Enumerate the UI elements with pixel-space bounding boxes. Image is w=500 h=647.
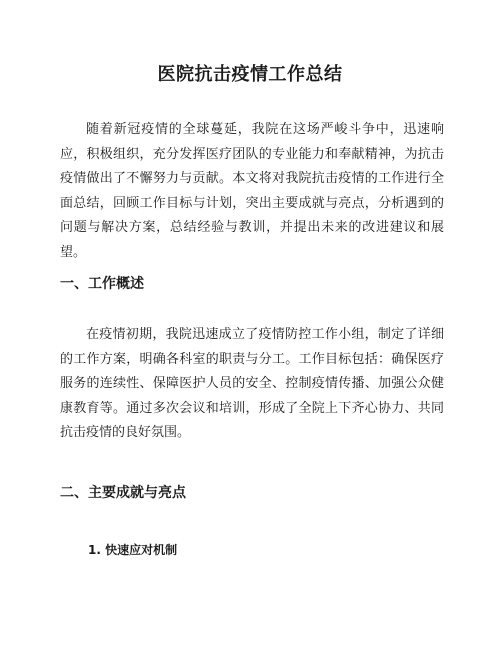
document-title: 医院抗击疫情工作总结 (157, 64, 343, 85)
intro-paragraph: 随着新冠疫情的全球蔓延，我院在这场严峻斗争中，迅速响应，积极组织，充分发挥医疗团队的专业能力和奉献精神，为抗击疫情做出了不懈努力与贡献。本文将对我院抗击疫情的工作进行全面总结，回顾工作目标与计划，突出主要成就与亮点，分析遇到的问题与解决方案，总结经验与教训，并提出未来的改进建议和展望。 (60, 122, 444, 260)
overview-paragraph: 在疫情初期，我院迅速成立了疫情防控工作小组，制定了详细的工作方案，明确各科室的职责与分工。工作目标包括：确保医疗服务的连续性、保障医护人员的安全、控制疫情传播、加强公众健康教育等。通过多次会议和培训，形成了全院上下齐心协力、共同抗击疫情的良好氛围。 (60, 327, 444, 441)
section-heading-achievements: 二、主要成就与亮点 (60, 485, 186, 501)
subsection-heading-rapid-response: 1. 快速应对机制 (88, 543, 178, 557)
section-heading-overview: 一、工作概述 (60, 276, 144, 292)
